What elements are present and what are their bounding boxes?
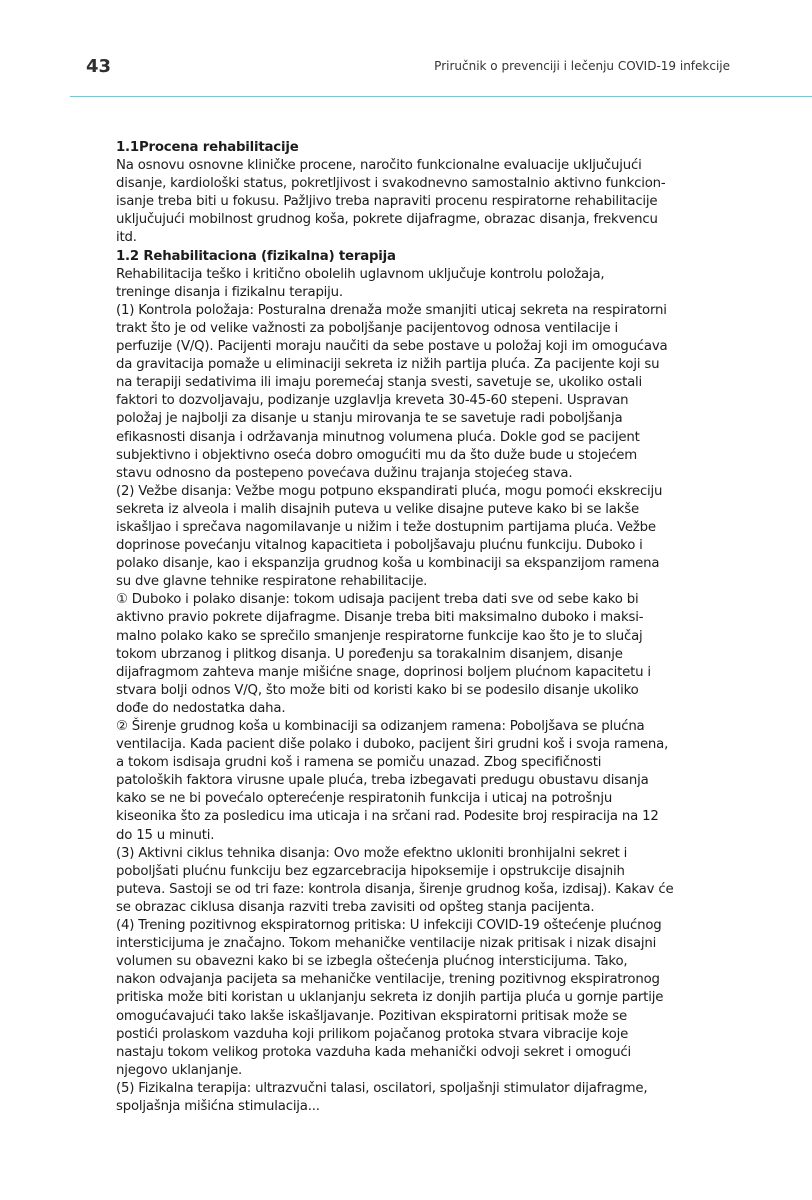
body-text-line: itd. (116, 230, 137, 246)
body-text-line: (1) Kontrola položaja: Posturalna drenaža može smanjiti uticaj sekreta na respiratorni (116, 302, 667, 318)
body-text-line: (3) Aktivni ciklus tehnika disanja: Ovo može efektno ukloniti bronhijalni sekret i (116, 845, 628, 861)
body-text-line: se obrazac ciklusa disanja razviti treba zavisiti od opšteg stanja pacijenta. (116, 899, 595, 915)
header-divider (70, 96, 812, 97)
body-text-line: da gravitacija pomaže u eliminaciji sekreta iz nižih partija pluća. Za pacijente koji su (116, 357, 660, 373)
page-body (116, 139, 746, 1116)
body-text-line: (5) Fizikalna terapija: ultrazvučni talasi, oscilatori, spoljašnji stimulator dijafragme, (116, 1080, 648, 1096)
body-text-line: stavu odnosno da postepeno povećava dužinu trajanja stojećeg stava. (116, 465, 573, 481)
body-text-line: stvara bolji odnos V/Q, što može biti od koristi kako bi se podesilo disanje ukoliko (116, 682, 639, 698)
body-text-line: puteva. Sastoji se od tri faze: kontrola disanja, širenje grudnog koša, izdisaj). Kakav će (116, 881, 674, 897)
body-text-line: ① Duboko i polako disanje: tokom udisaja pacijent treba dati sve od sebe kako bi (116, 592, 639, 608)
body-text-line: postići prolaskom vazduha koji prilikom pojačanog protoka stvara vibracije koje (116, 1026, 629, 1042)
body-text-line: efikasnosti disanja i održavanja minutnog volumena pluća. Dokle god se pacijent (116, 429, 640, 445)
body-text-line: sekreta iz alveola i malih disajnih puteva u velike disajne puteve kako bi se lakše (116, 501, 639, 517)
body-text-line: ventilacija. Kada pacient diše polako i duboko, pacijent širi grudni koš i svoja ramena, (116, 737, 669, 753)
body-text-line: nakon odvajanja pacijeta sa mehaničke ventilacije, trening pozitivnog ekspiratronog (116, 972, 660, 988)
body-text-line: iskašljao i sprečava nagomilavanje u nižim i teže dostupnim partijama pluća. Vežbe (116, 519, 656, 535)
body-text-line: na terapiji sedativima ili imaju poremećaj stanja svesti, savetuje se, ukoliko ostali (116, 375, 643, 391)
body-text-line: kiseonika što za posledicu ima uticaja i na srčani rad. Podesite broj respiracija na 12 (116, 809, 659, 825)
body-text-line: isanje treba biti u fokusu. Pažljivo treba napraviti procenu respiratorne rehabilitacije (116, 194, 658, 210)
body-text-line: a tokom isdisaja grudni koš i ramena se pomiču unazad. Zbog specifičnosti (116, 755, 602, 771)
body-text-line: dođe do nedostatka daha. (116, 700, 286, 716)
body-text-line: treninge disanja i fizikalnu terapiju. (116, 284, 343, 300)
body-text-line: perfuzije (V/Q). Pacijenti moraju naučiti da sebe postave u položaj koji im omogućava (116, 339, 668, 355)
body-text-line: Na osnovu osnovne kliničke procene, naročito funkcionalne evaluacije uključujući (116, 158, 642, 174)
body-text-line: malno polako kako se sprečilo smanjenje respiratorne funkcije kao što je to slučaj (116, 628, 643, 644)
body-text-line: omogućavajući tako lakše iskašljavanje. Pozitivan ekspiratorni pritisak može se (116, 1008, 627, 1024)
body-text-line: uključujući mobilnost grudnog koša, pokrete dijafragme, obrazac disanja, frekvencu (116, 212, 658, 228)
body-text-line: subjektivno i objektivno oseća dobro omogućiti mu da što duže bude u stojećem (116, 447, 638, 463)
body-text-line: ② Širenje grudnog koša u kombinaciji sa odizanjem ramena: Poboljšava se plućna (116, 719, 645, 734)
body-text-line: disanje, kardiološki status, pokretljivost i svakodnevno samostalnio aktivno funkcion- (116, 176, 666, 192)
body-text-line: (4) Trening pozitivnog ekspiratornog pritiska: U infekciji COVID-19 oštećenje plućnog (116, 918, 662, 934)
body-text-line: aktivno pravio pokrete dijafragme. Disanje treba biti maksimalno duboko i maksi- (116, 610, 644, 626)
body-text-line: (2) Vežbe disanja: Vežbe mogu potpuno ekspandirati pluća, mogu pomoći ekskreciju (116, 483, 663, 499)
body-text-line: nastaju tokom velikog protoka vazduha kada mehanički odvoji sekret i omogući (116, 1044, 631, 1060)
body-text-line: volumen su obavezni kako bi se izbegla oštećenja plućnog intersticijuma. Tako, (116, 954, 628, 970)
body-text-line: intersticijuma je značajno. Tokom mehaničke ventilacije nizak pritisak i nizak disajni (116, 936, 657, 952)
body-text-line: Rehabilitacija teško i kritično obolelih uglavnom uključuje kontrolu položaja, (116, 266, 605, 282)
body-text-line: kako se ne bi povećalo opterećenje respiratonih funkcija i uticaj na potrošnju (116, 791, 613, 807)
body-text-line: do 15 u minuti. (116, 827, 215, 843)
body-text-line: položaj je najbolji za disanje u stanju mirovanja te se savetuje radi poboljšanja (116, 411, 623, 427)
body-text-line: polako disanje, kao i ekspanzija grudnog koša u kombinaciji sa ekspanzijom ramena (116, 556, 660, 572)
body-text-line: njegovo uklanjanje. (116, 1062, 243, 1078)
body-text-line: tokom ubrzanog i plitkog disanja. U poređenju sa torakalnim disanjem, disanje (116, 646, 623, 662)
body-text-line: dijafragmom zahteva manje mišićne snage, doprinosi boljem plućnom kapacitetu i (116, 664, 651, 680)
section-heading: 1.1Procena rehabilitacije (116, 140, 299, 155)
body-text-line: su dve glavne tehnike respiratone rehabilitacije. (116, 574, 428, 590)
section-heading: 1.2 Rehabilitaciona (fizikalna) terapija (116, 248, 396, 264)
page-number: 43 (86, 56, 112, 77)
running-header-title: Priručnik o prevenciji i lečenju COVID-19 infekcije (434, 59, 730, 73)
body-text-line: patoloških faktora virusne upale pluća, treba izbegavati predugu obustavu disanja (116, 773, 649, 789)
body-text-line: trakt što je od velike važnosti za poboljšanje pacijentovog odnosa ventilacije i (116, 320, 618, 336)
body-text-line: poboljšati plućnu funkciju bez egzarcebracija hipoksemije i opstrukcije disajnih (116, 863, 625, 879)
body-text-line: pritiska može biti koristan u uklanjanju sekreta iz donjih partija pluća u gornje partije (116, 990, 664, 1006)
body-text-line: doprinose povećanju vitalnog kapacitieta i poboljšavaju plućnu funkciju. Duboko i (116, 538, 643, 554)
body-text-line: faktori to dozvoljavaju, podizanje uzglavlja kreveta 30-45-60 stepeni. Uspravan (116, 393, 629, 409)
body-text-line: spoljašnja mišićna stimulacija... (116, 1098, 320, 1114)
